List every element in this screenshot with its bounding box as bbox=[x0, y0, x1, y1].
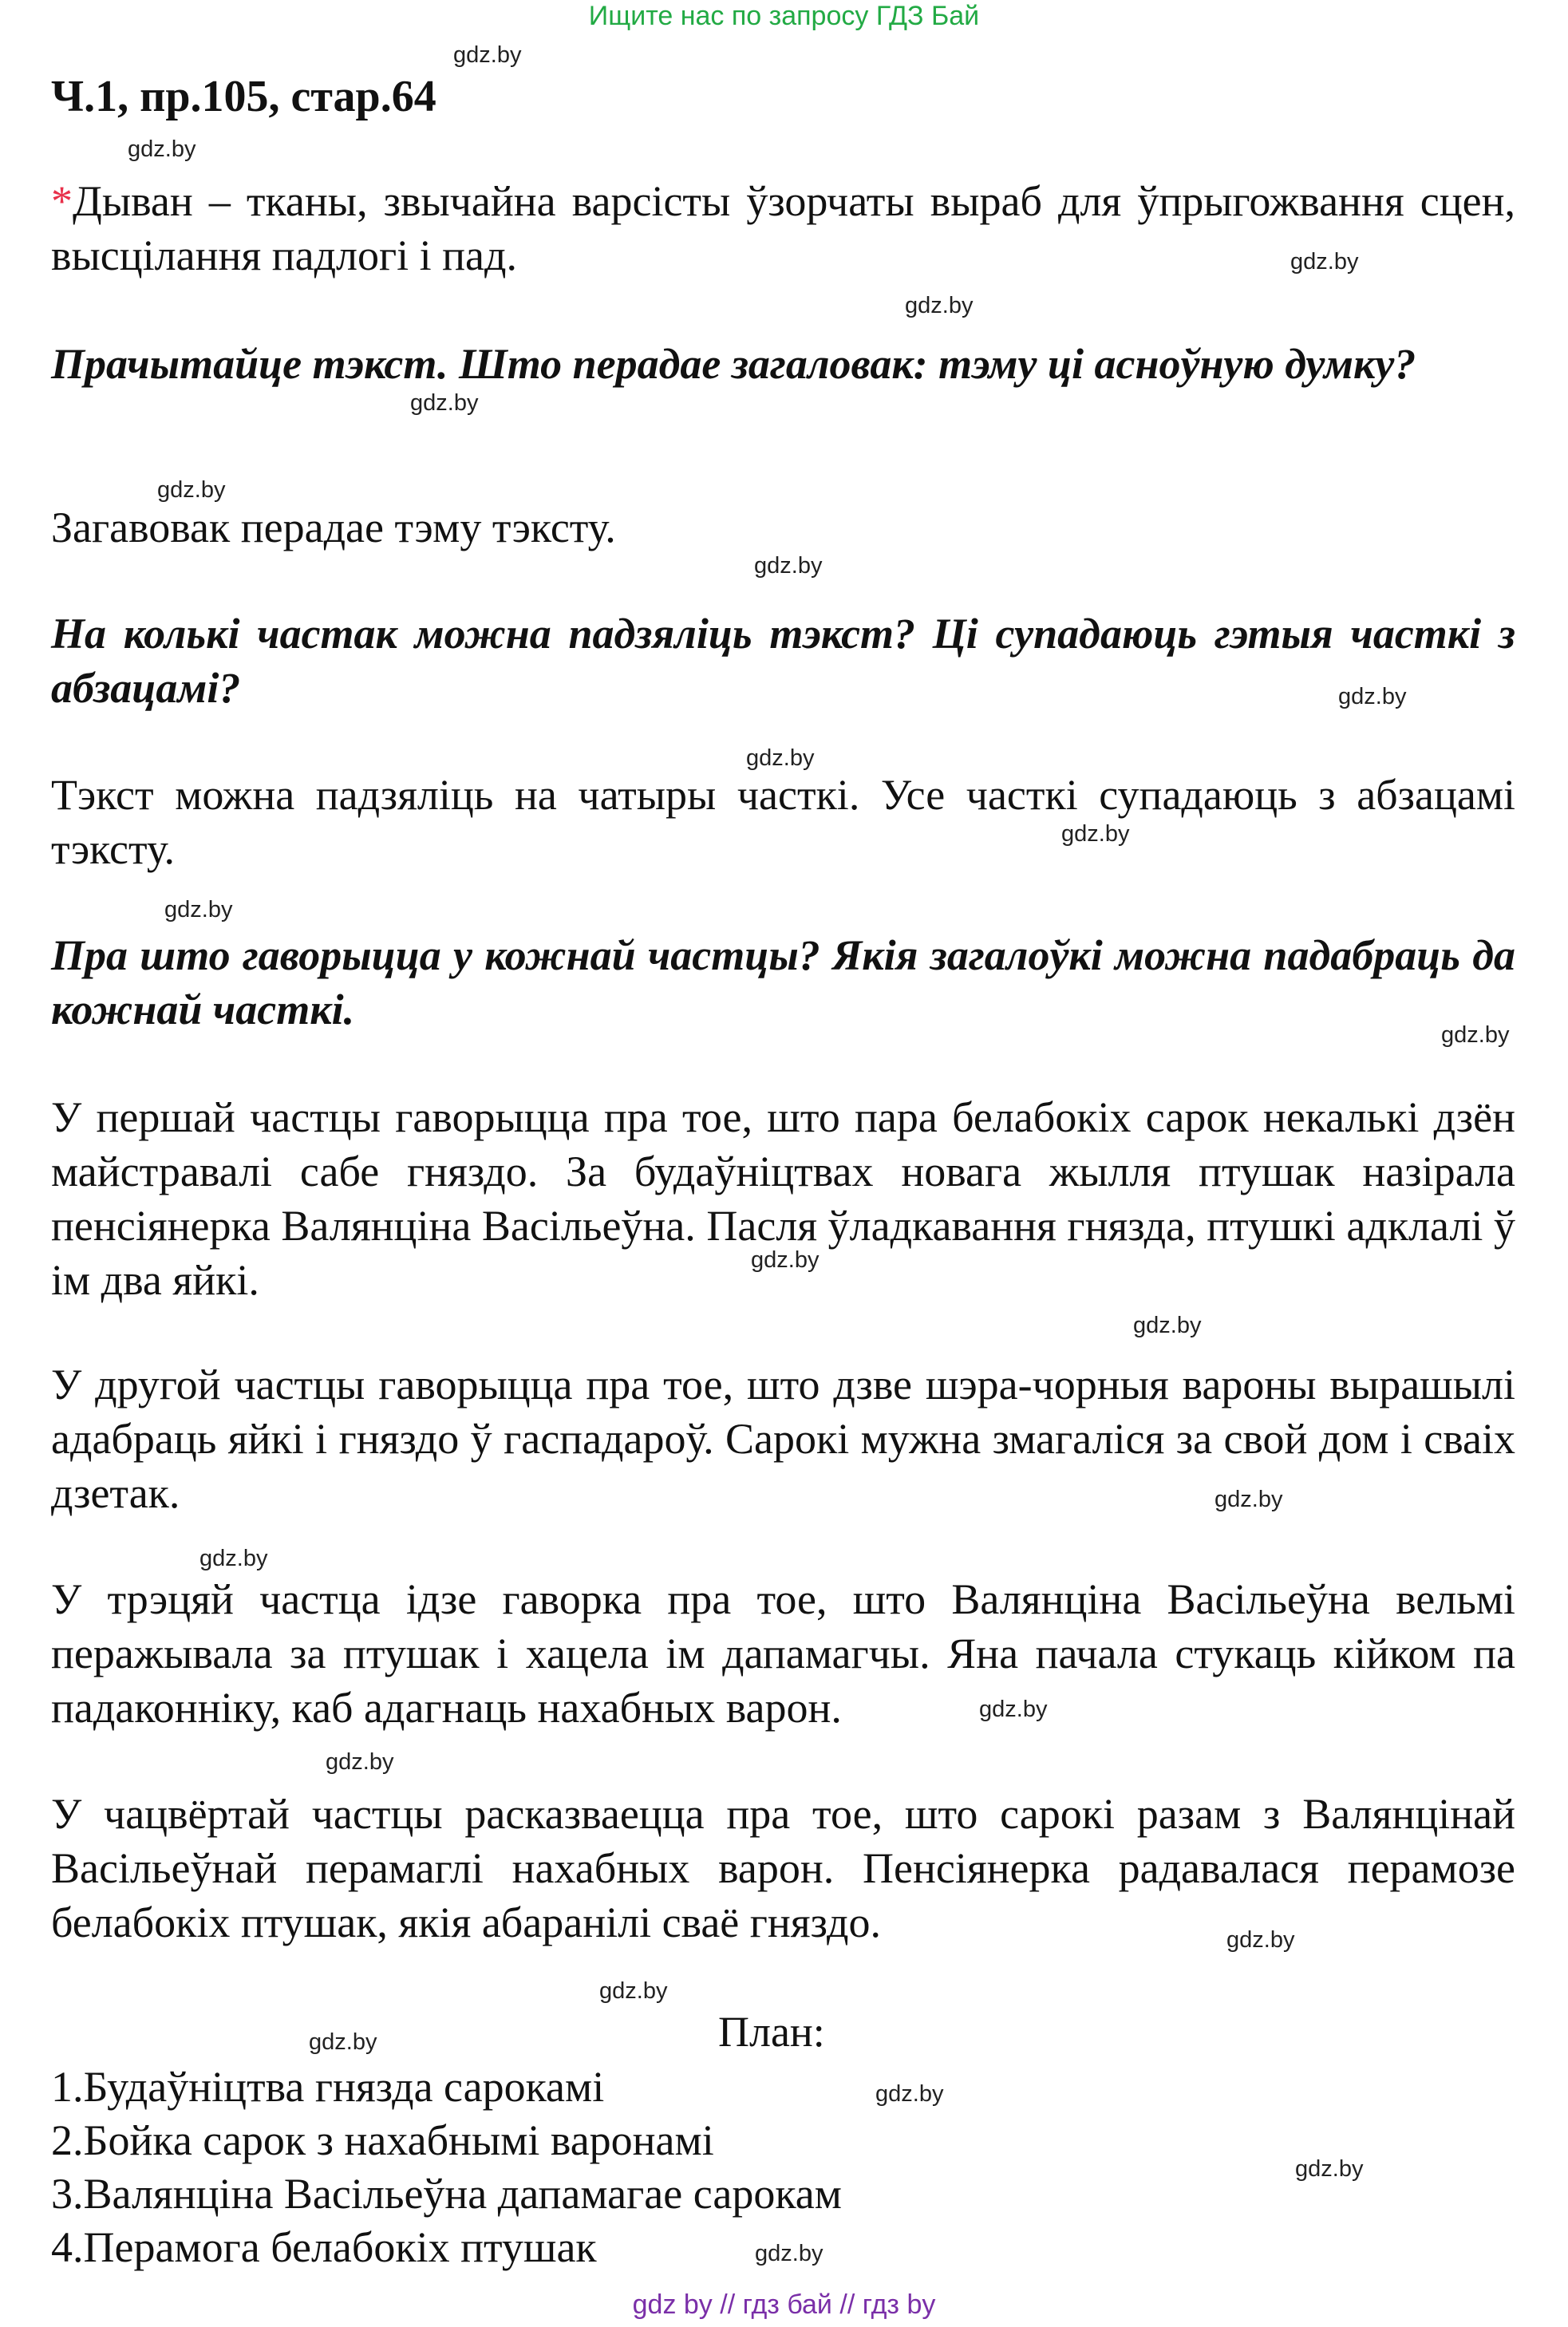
part-paragraph-2: У другой частцы гаворыцца пра тое, што дзве шэра-чорныя вароны вырашылі адабраць яйкі і гняздо ў гаспадароў. Сарокі мужна змагаліся за свой дом і сваіх дзетак. bbox=[51, 1361, 1515, 1517]
footnote-star: * bbox=[51, 177, 73, 225]
watermark: gdz.by bbox=[599, 1978, 668, 2004]
watermark: gdz.by bbox=[453, 42, 522, 68]
answer-1: Загавовак перадае тэму тэксту. bbox=[51, 504, 616, 551]
part-paragraph-3: У трэцяй частца ідзе гаворка пра тое, што Валянціна Васільеўна вельмі перажывала за птушак і хацела ім дапамагчы. Яна пачала стукаць кійком па падаконніку, каб адагнаць нахабных варон. bbox=[51, 1575, 1515, 1732]
question-1: Прачытайце тэкст. Што перадае загаловак: тэму ці асноўную думку? bbox=[51, 340, 1416, 388]
watermark: gdz.by bbox=[875, 2081, 944, 2107]
plan-item-1: 1.Будаўніцтва гнязда сарокамі bbox=[51, 2063, 605, 2111]
watermark: gdz.by bbox=[1441, 1022, 1510, 1048]
part-paragraph-4: У чацвёртай частцы расказваецца пра тое, што сарокі разам з Валянцінай Васільеўнай перамаглі нахабных варон. Пенсіянерка радавалася перамозе белабокіх птушак, якія абаранілі сваё гняздо. bbox=[51, 1790, 1515, 1946]
watermark: gdz.by bbox=[326, 1749, 394, 1775]
top-banner[interactable]: Ищите нас по запросу ГДЗ Бай bbox=[588, 1, 980, 31]
watermark: gdz.by bbox=[164, 897, 233, 923]
watermark: gdz.by bbox=[1061, 821, 1130, 847]
watermark: gdz.by bbox=[905, 293, 974, 318]
watermark: gdz.by bbox=[128, 136, 196, 162]
watermark: gdz.by bbox=[1290, 249, 1359, 275]
watermark: gdz.by bbox=[309, 2029, 377, 2055]
page-heading: Ч.1, пр.105, стар.64 bbox=[51, 72, 436, 121]
watermark: gdz.by bbox=[754, 553, 823, 579]
plan-item-4: 4.Перамога белабокіх птушак bbox=[51, 2223, 597, 2271]
watermark: gdz.by bbox=[157, 477, 226, 503]
plan-item-2: 2.Бойка сарок з нахабнымі варонамі bbox=[51, 2116, 714, 2164]
question-2: На колькі частак можна падзяліць тэкст? Ці супадаюць гэтыя часткі з абзацамі? bbox=[51, 610, 1515, 712]
watermark: gdz.by bbox=[755, 2241, 823, 2266]
watermark: gdz.by bbox=[979, 1697, 1048, 1722]
footer-links[interactable]: gdz by // гдз бай // гдз by bbox=[632, 2289, 936, 2320]
watermark: gdz.by bbox=[746, 745, 815, 771]
part-paragraph-1: У першай частцы гаворыцца пра тое, што пара белабокіх сарок некалькі дзён майстравалі сабе гняздо. За будаўніцтвах новага жылля птушак назірала пенсіянерка Валянціна Васільеўна. Пасля ўладкавання гнязда, птушкі адклалі ў ім два яйкі. bbox=[51, 1093, 1515, 1304]
watermark: gdz.by bbox=[410, 390, 479, 416]
watermark: gdz.by bbox=[1338, 684, 1407, 709]
watermark: gdz.by bbox=[1226, 1927, 1295, 1953]
watermark: gdz.by bbox=[1215, 1487, 1283, 1512]
watermark: gdz.by bbox=[1133, 1313, 1202, 1338]
watermark: gdz.by bbox=[199, 1546, 268, 1571]
watermark: gdz.by bbox=[751, 1247, 820, 1273]
plan-title: План: bbox=[718, 2008, 825, 2056]
question-3: Пра што гаворыцца у кожнай частцы? Якія загалоўкі можна падабраць да кожнай часткі. bbox=[51, 931, 1515, 1033]
watermark: gdz.by bbox=[1295, 2156, 1364, 2182]
answer-2: Тэкст можна падзяліць на чатыры часткі. Усе часткі супадаюць з абзацамі тэксту. bbox=[51, 771, 1515, 873]
footnote-text: Дыван – тканы, звычайна варсісты ўзорчаты выраб для ўпрыгожвання сцен, высцілання падлогі і пад. bbox=[51, 177, 1515, 279]
plan-item-3: 3.Валянціна Васільеўна дапамагае сарокам bbox=[51, 2170, 842, 2218]
